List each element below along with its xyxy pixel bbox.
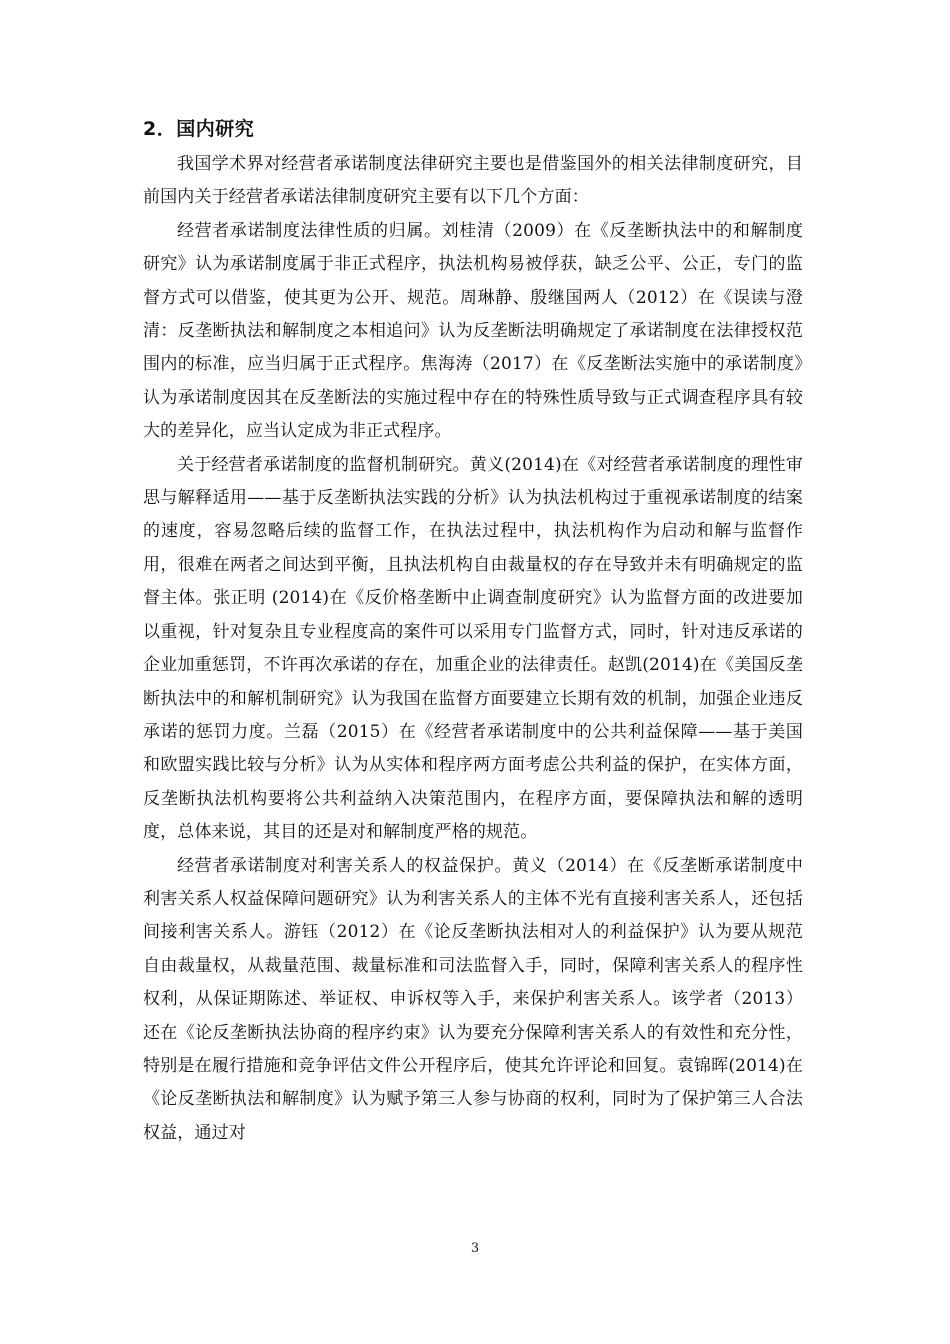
page-number: 3 <box>470 1241 480 1256</box>
section-heading: 2．国内研究 <box>143 118 255 140</box>
paragraph-intro: 我国学术界对经营者承诺制度法律研究主要也是借鉴国外的相关法律制度研究，目前国内关于经营者承诺法律制度研究主要有以下几个方面： <box>143 154 803 208</box>
paragraph-legal-nature: 经营者承诺制度法律性质的归属。刘桂清（2009）在《反垄断执法中的和解制度研究》认为承诺制度属于非正式程序，执法机构易被俘获，缺乏公平、公正，专门的监督方式可以借鉴，使其更为公开、规范。周琳静、殷继国两人（2012）在《误读与澄清：反垄断执法和解制度之本相追问》认为反垄断法明确规定了承诺制度在法律授权范围内的标准，应当归属于正式程序。焦海涛（2017）在《反垄断法实施中的承诺制度》认为承诺制度因其在反垄断法的实施过程中存在的特殊性质导致与正式调查程序具有较大的差异化，应当认定成为非正式程序。 <box>143 220 803 442</box>
page-content <box>143 112 803 1150</box>
paragraph-supervision: 关于经营者承诺制度的监督机制研究。黄义(2014)在《对经营者承诺制度的理性审思与解释适用——基于反垄断执法实践的分析》认为执法机构过于重视承诺制度的结案的速度，容易忽略后续的监督工作，在执法过程中，执法机构作为启动和解与监督作用，很难在两者之间达到平衡，且执法机构自由裁量权的存在导致并未有明确规定的监督主体。张正明 (2014)在《反价格垄断中止调查制度研究》认为监督方面的改进要加以重视，针对复杂且专业程度高的案件可以采用专门监督方式，同时，针对违反承诺的企业加重惩罚，不许再次承诺的存在，加重企业的法律责任。赵凯(2014)在《美国反垄断执法中的和解机制研究》认为我国在监督方面要建立长期有效的机制，加强企业违反承诺的惩罚力度。兰磊（2015）在《经营者承诺制度中的公共利益保障——基于美国和欧盟实践比较与分析》认为从实体和程序两方面考虑公共利益的保护，在实体方面，反垄断执法机构要将公共利益纳入决策范围内，在程序方面，要保障执法和解的透明度，总体来说，其目的还是对和解制度严格的规范。 <box>143 454 803 843</box>
paragraph-stakeholder-rights: 经营者承诺制度对利害关系人的权益保护。黄义（2014）在《反垄断承诺制度中利害关系人权益保障问题研究》认为利害关系人的主体不光有直接利害关系人，还包括间接利害关系人。游钰（2012）在《论反垄断执法相对人的利益保护》认为要从规范自由裁量权，从裁量范围、裁量标准和司法监督入手，同时，保障利害关系人的程序性权利，从保证期陈述、举证权、申诉权等入手，来保护利害关系人。该学者（2013）还在《论反垄断执法协商的程序约束》认为要充分保障利害关系人的有效性和充分性，特别是在履行措施和竞争评估文件公开程序后，使其允许评论和回复。袁锦晖(2014)在《论反垄断执法和解制度》认为赋予第三人参与协商的权利，同时为了保护第三人合法权益，通过对 <box>143 855 803 1143</box>
